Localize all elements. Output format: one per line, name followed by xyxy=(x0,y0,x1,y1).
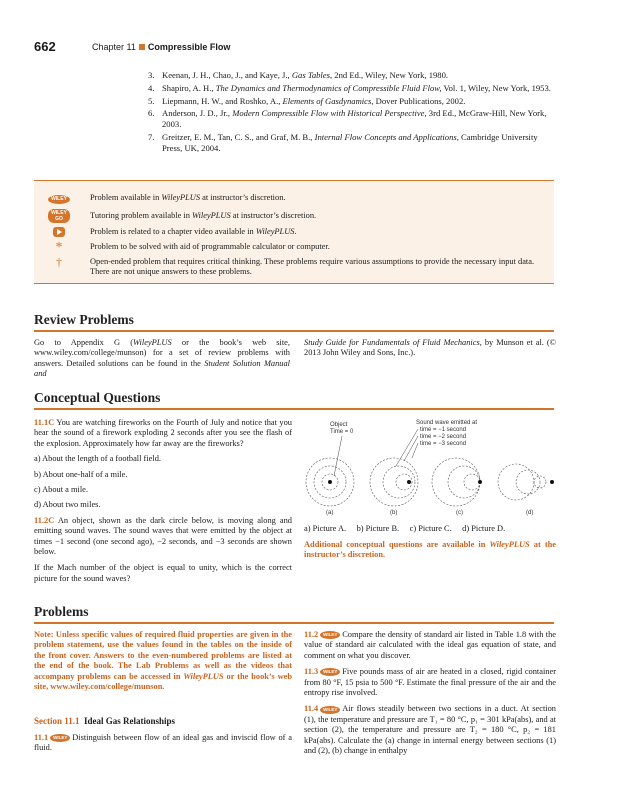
picture-d xyxy=(498,464,554,500)
conceptual-answers: a) Picture A. b) Picture B. c) Picture C. d) Picture D. xyxy=(304,524,506,533)
problem-11-2: 11.2 WILEY Compare the density of standard air listed in Table 1.8 with the value of standard air calculated with the ideal gas equation of state, and comment on what you discover. xyxy=(304,630,556,660)
problem-11-4: 11.4 WILEY Air flows steadily between two sections in a duct. At section (1), the temperature and pressure are T₁ = 80 °C, p₁ = 301 kPa(abs), and at section (2), the temperature and pressure are T₂ = 180 °C, p₂ = 181 kPa(abs). Calculate the (a) change in internal energy between sections (1) and (2), (b) change in enthalpy xyxy=(304,704,556,756)
section-rule xyxy=(34,622,554,624)
review-problems-heading: Review Problems xyxy=(34,312,134,327)
wileyplus-go-badge-icon: WILEY GO xyxy=(48,209,70,224)
reference-item: 5. Liepmann, H. W., and Roshko, A., Elements of Gasdynamics, Dover Publications, 2002. xyxy=(148,95,466,106)
running-header xyxy=(92,42,230,53)
picture-c xyxy=(432,458,482,506)
additional-questions-note: Additional conceptual questions are available in WileyPLUS at the instructor’s discretion. xyxy=(304,540,557,560)
section-heading-11-1: Section 11.1 Ideal Gas Relationships xyxy=(34,716,176,726)
picture-b xyxy=(370,458,418,506)
conceptual-questions-heading: Conceptual Questions xyxy=(34,390,161,405)
asterisk-icon: * xyxy=(55,240,63,255)
option-d: d) About two miles. xyxy=(34,500,101,510)
review-text-left: Go to Appendix G (WileyPLUS or the book’s web site, www.wiley.com/college/munson) for a set of review problems with answers. Detailed solutions can be found in the Student Solution Manual and xyxy=(34,338,291,379)
dagger-icon: † xyxy=(56,255,62,269)
chapter-title: Compressible Flow xyxy=(147,42,231,52)
review-text-right: Study Guide for Fundamentals of Fluid Mechanics, by Munson et al. (© 2013 John Wiley and Sons, Inc.). xyxy=(304,338,557,358)
section-rule xyxy=(34,408,554,410)
pointer-line xyxy=(396,429,418,466)
wileyplus-badge-icon: WILEY xyxy=(48,193,70,204)
question-11-2c-prompt: If the Mach number of the object is equal to unity, which is the correct picture for the sound waves? xyxy=(34,563,292,583)
problem-11-3: 11.3 WILEY Five pounds mass of air are heated in a closed, rigid container from 80 °F, 15 psia to 500 °F. Estimate the final pressure of the air and the entropy rise involved. xyxy=(304,667,556,698)
option-c: c) About a mile. xyxy=(34,485,88,495)
picture-a xyxy=(306,458,354,506)
object-label: Object xyxy=(330,422,348,428)
sound-wave-diagram xyxy=(304,416,556,518)
reference-item: 7. Greitzer, E. M., Tan, C. S., and Graf, M. B., Internal Flow Concepts and Applications, Cambridge University Press, UK, 2004. xyxy=(148,131,538,153)
wileyplus-badge-icon: WILEY xyxy=(320,631,340,639)
section-rule xyxy=(34,330,554,332)
wileyplus-badge-icon: WILEY xyxy=(50,734,70,742)
problems-right-column xyxy=(304,630,556,756)
question-11-1c: 11.1C You are watching fireworks on the Fourth of July and notice that you hear the sound of a firework exploding 2 seconds after you see the flash of the explosion. Approximately how far away are the fireworks? xyxy=(34,418,292,448)
reference-item: 6. Anderson, J. D., Jr., Modern Compressible Flow with Historical Perspective, 3rd Ed., McGraw-Hill, New York, 2003. xyxy=(148,108,547,130)
object-time-label: Time = 0 xyxy=(330,429,354,435)
option-a: a) About the length of a football field. xyxy=(34,454,161,464)
time-label-1: time = −1 second xyxy=(420,427,467,433)
header-square-icon xyxy=(139,44,145,50)
page-number: 662 xyxy=(34,39,56,54)
picture-label-c: (c) xyxy=(456,510,463,516)
wileyplus-badge-icon: WILEY xyxy=(320,668,340,676)
conceptual-left-column xyxy=(34,418,292,584)
question-11-2c: 11.2C An object, shown as the dark circle below, is moving along and emitting sound waves. The sound waves that were emitted by the object at times −1 second (one second ago), −2 seconds, and −3 seconds are shown below. xyxy=(34,515,292,557)
video-play-icon xyxy=(48,227,70,241)
reference-list xyxy=(148,70,558,156)
reference-item: 4. Shapiro, A. H., The Dynamics and Thermodynamics of Compressible Fluid Flow, Vol. 1, Wiley, New York, 1953. xyxy=(148,82,551,93)
emitted-title: Sound wave emitted at xyxy=(416,420,478,426)
picture-label-d: (d) xyxy=(526,510,534,516)
problem-11-1: 11.1 WILEY Distinguish between flow of an ideal gas and inviscid flow of a fluid. xyxy=(34,733,292,753)
problems-note: Note: Unless specific values of required fluid properties are given in the problem statement, use the values found in the tables on the inside of the front cover. Answers to the even-numbered problems are listed at the end of the book. The Lab Problems as well as the videos that accompany problems can be accessed in WileyPLUS or the book’s web site, www.wiley.com/college/munson. xyxy=(34,630,292,692)
time-label-3: time = −3 second xyxy=(420,441,467,447)
problem-legend-box: WILEY Problem available in WileyPLUS at instructor’s discretion. WILEY GO Tutoring problem available in WileyPLUS at instructor’s discretion. Problem is related to a chapter video available in WileyPLUS. * Problem to be solved with aid of programmable calculator or computer. † Open-ended problem that requires critical thinking. These problems require various assumptions to provide the necessary input data. There are not unique answers to these problems. xyxy=(34,180,554,284)
option-b: b) About one-half of a mile. xyxy=(34,469,128,479)
picture-label-b: (b) xyxy=(390,510,398,516)
picture-label-a: (a) xyxy=(326,510,334,516)
reference-item: 3. Keenan, J. H., Chao, J., and Kaye, J., Gas Tables, 2nd Ed., Wiley, New York, 1980. xyxy=(148,70,449,80)
chapter-label: Chapter 11 xyxy=(92,42,136,52)
wileyplus-badge-icon: WILEY xyxy=(320,706,340,714)
problems-heading: Problems xyxy=(34,604,89,619)
object-pointer xyxy=(334,436,342,476)
time-label-2: time = −2 second xyxy=(420,434,467,440)
